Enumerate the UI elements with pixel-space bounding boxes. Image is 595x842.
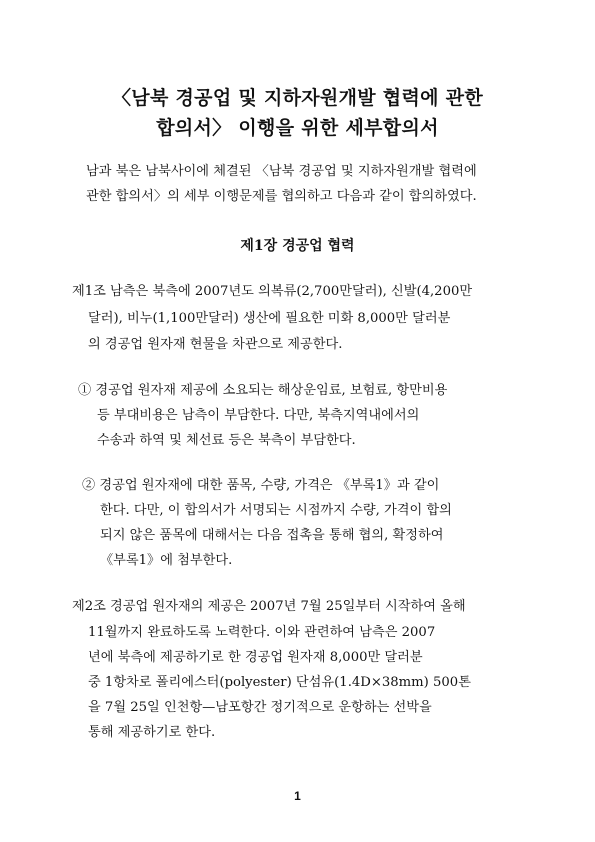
article-1-line-1: 제1조 남측은 북측에 2007년도 의복류(2,700만달러), 신발(4,200만 [72,284,473,299]
intro-line-2: 관한 합의서〉의 세부 이행문제를 협의하고 다음과 같이 합의하였다. [86,189,477,204]
article-2-line-2: 11월까지 완료하도록 노력한다. 이와 관련하여 남측은 2007 [88,625,436,640]
document-title-line-2: 합의서〉 이행을 위한 세부합의서 [156,117,439,139]
document-title-line-1: 〈남북 경공업 및 지하자원개발 협력에 관한 [112,87,483,109]
article-1-line-2: 달러), 비누(1,100만달러) 생산에 필요한 미화 8,000만 달러분 [88,311,451,326]
clause-1-line-2: 등 부대비용은 남측이 부담한다. 다만, 북측지역내에서의 [97,408,420,423]
article-1-line-3: 의 경공업 원자재 현물을 차관으로 제공한다. [88,337,343,352]
clause-2-line-3: 되지 않은 품목에 대해서는 다음 접촉을 통해 협의, 확정하여 [100,528,444,543]
article-2-line-3: 년에 북측에 제공하기로 한 경공업 원자재 8,000만 달러분 [88,650,423,665]
article-2-line-6: 통해 제공하기로 한다. [88,725,216,740]
article-2-line-4: 중 1항차로 폴리에스터(polyester) 단섬유(1.4D×38mm) 500톤 [88,675,471,690]
article-2-line-5: 을 7월 25일 인천항—남포항간 정기적으로 운항하는 선박을 [88,700,432,715]
clause-1-line-1: ① 경공업 원자재 제공에 소요되는 해상운임료, 보험료, 항만비용 [78,383,448,398]
clause-1-line-3: 수송과 하역 및 체선료 등은 북측이 부담한다. [97,433,356,448]
clause-2-line-4: 《부록1》에 첨부한다. [100,553,233,568]
page-number: 1 [294,789,301,803]
clause-2-line-2: 한다. 다만, 이 합의서가 서명되는 시점까지 수량, 가격이 합의 [100,503,452,518]
chapter-1-heading: 제1장 경공업 협력 [240,238,355,254]
article-2-line-1: 제2조 경공업 원자재의 제공은 2007년 7월 25일부터 시작하여 올해 [72,599,466,614]
clause-2-line-1: ② 경공업 원자재에 대한 품목, 수량, 가격은 《부록1》과 같이 [82,478,440,493]
intro-line-1: 남과 북은 남북사이에 체결된 〈남북 경공업 및 지하자원개발 협력에 [86,164,477,179]
